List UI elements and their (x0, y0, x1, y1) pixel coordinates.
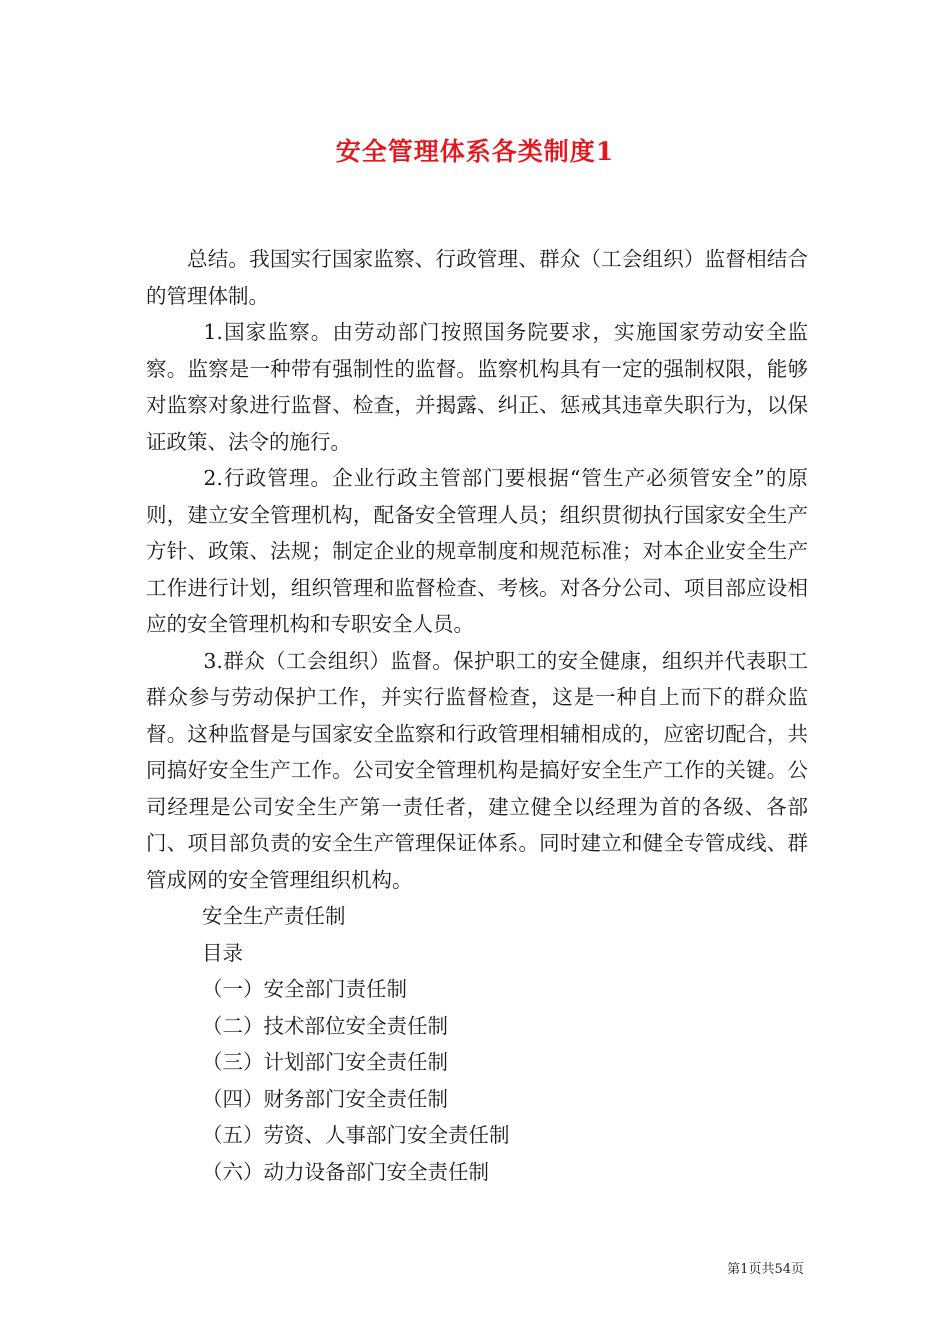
toc-item: （一）安全部门责任制 (202, 977, 407, 1001)
toc-item: （六）动力设备部门安全责任制 (202, 1159, 489, 1184)
page-number: 第1页共54页 (727, 1262, 804, 1277)
toc-item: （三）计划部门安全责任制 (202, 1050, 448, 1074)
paragraph-summary: 总结。我国实行国家监察、行政管理、群众（工会组织）监督相结合的管理体制。 (146, 247, 808, 308)
toc-item: （二）技术部位安全责任制 (202, 1013, 448, 1038)
paragraph-mass-supervision: 3.群众（工会组织）监督。保护职工的安全健康，组织并代表职工群众参与劳动保护工作，并实行监督检查，这是一种自上而下的群众监督。这种监督是与国家安全监察和行政管理相辅相成的，应密切配合，共同搞好安全生产工作。公司安全管理机构是搞好安全生产工作的关键。公司经理是公司安全生产第一责任者，建立健全以经理为首的各级、各部门、项目部负责的安全生产管理保证体系。同时建立和健全专管成线、群管成网的安全管理组织机构。 (146, 648, 808, 892)
toc-heading: 目录 (202, 940, 243, 965)
section-heading: 安全生产责任制 (202, 904, 346, 928)
paragraph-state-inspection: 1.国家监察。由劳动部门按照国务院要求，实施国家劳动安全监察。监察是一种带有强制性的监督。监察机构具有一定的强制权限，能够对监察对象进行监督、检查，并揭露、纠正、惩戒其违章失职行为，以保证政策、法令的施行。 (146, 320, 808, 454)
paragraph-administrative-management: 2.行政管理。企业行政主管部门要根据“管生产必须管安全”的原则，建立安全管理机构，配备安全管理人员；组织贯彻执行国家安全生产方针、政策、法规；制定企业的规章制度和规范标准；对本企业安全生产工作进行计划，组织管理和监督检查、考核。对各分公司、项目部应设相应的安全管理机构和专职安全人员。 (146, 466, 808, 636)
document-title: 安全管理体系各类制度1 (335, 137, 615, 166)
document-body (146, 241, 808, 1190)
toc-item: （四）财务部门安全责任制 (202, 1086, 448, 1111)
toc-item: （五）劳资、人事部门安全责任制 (202, 1123, 510, 1147)
